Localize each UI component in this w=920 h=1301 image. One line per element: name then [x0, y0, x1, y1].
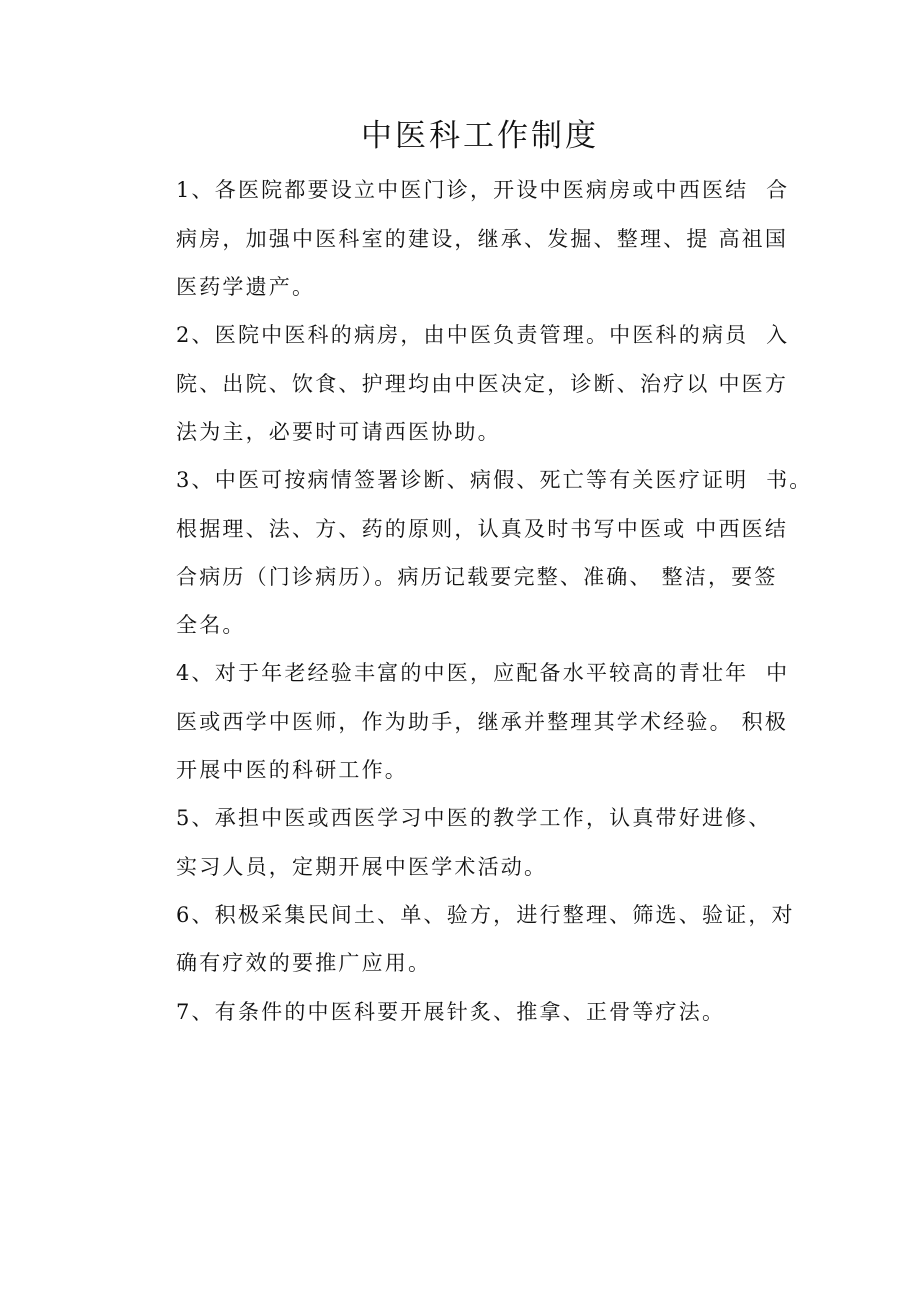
text-line: 2、医院中医科的病房，由中医负责管理。中医科的病员 入: [176, 323, 790, 347]
document-title: 中医科工作制度: [361, 118, 599, 154]
text-line: 确有疗效的要推广应用。: [176, 951, 432, 975]
text-line: 医药学遗产。: [176, 275, 316, 299]
text-line: 7、有条件的中医科要开展针炙、推拿、正骨等疗法。: [176, 1000, 726, 1024]
text-line: 根据理、法、方、药的原则，认真及时书写中医或 中西医结: [176, 517, 789, 541]
text-line: 病房，加强中医科室的建设，继承、发掘、整理、提 高祖国: [176, 227, 789, 251]
text-line: 3、中医可按病情签署诊断、病假、死亡等有关医疗证明 书。: [176, 468, 813, 492]
text-line: 1、各医院都要设立中医门诊，开设中医病房或中西医结 合: [176, 178, 790, 202]
text-line: 4、对于年老经验丰富的中医，应配备水平较高的青壮年 中: [176, 661, 790, 685]
text-line: 医或西学中医师，作为助手，继承并整理其学术经验。 积极: [176, 710, 789, 734]
text-line: 实习人员，定期开展中医学术活动。: [176, 855, 548, 879]
text-line: 6、积极采集民间土、单、验方，进行整理、筛选、验证，对: [176, 903, 795, 927]
text-line: 院、出院、饮食、护理均由中医决定，诊断、治疗以 中医方: [176, 372, 789, 396]
text-line: 合病历（门诊病历）。病历记载要完整、准确、 整洁，要签: [176, 565, 778, 589]
text-line: 开展中医的科研工作。: [176, 758, 408, 782]
text-line: 全名。: [176, 613, 246, 637]
text-line: 5、承担中医或西医学习中医的教学工作，认真带好进修、: [176, 806, 772, 830]
text-line: 法为主，必要时可请西医协助。: [176, 420, 501, 444]
